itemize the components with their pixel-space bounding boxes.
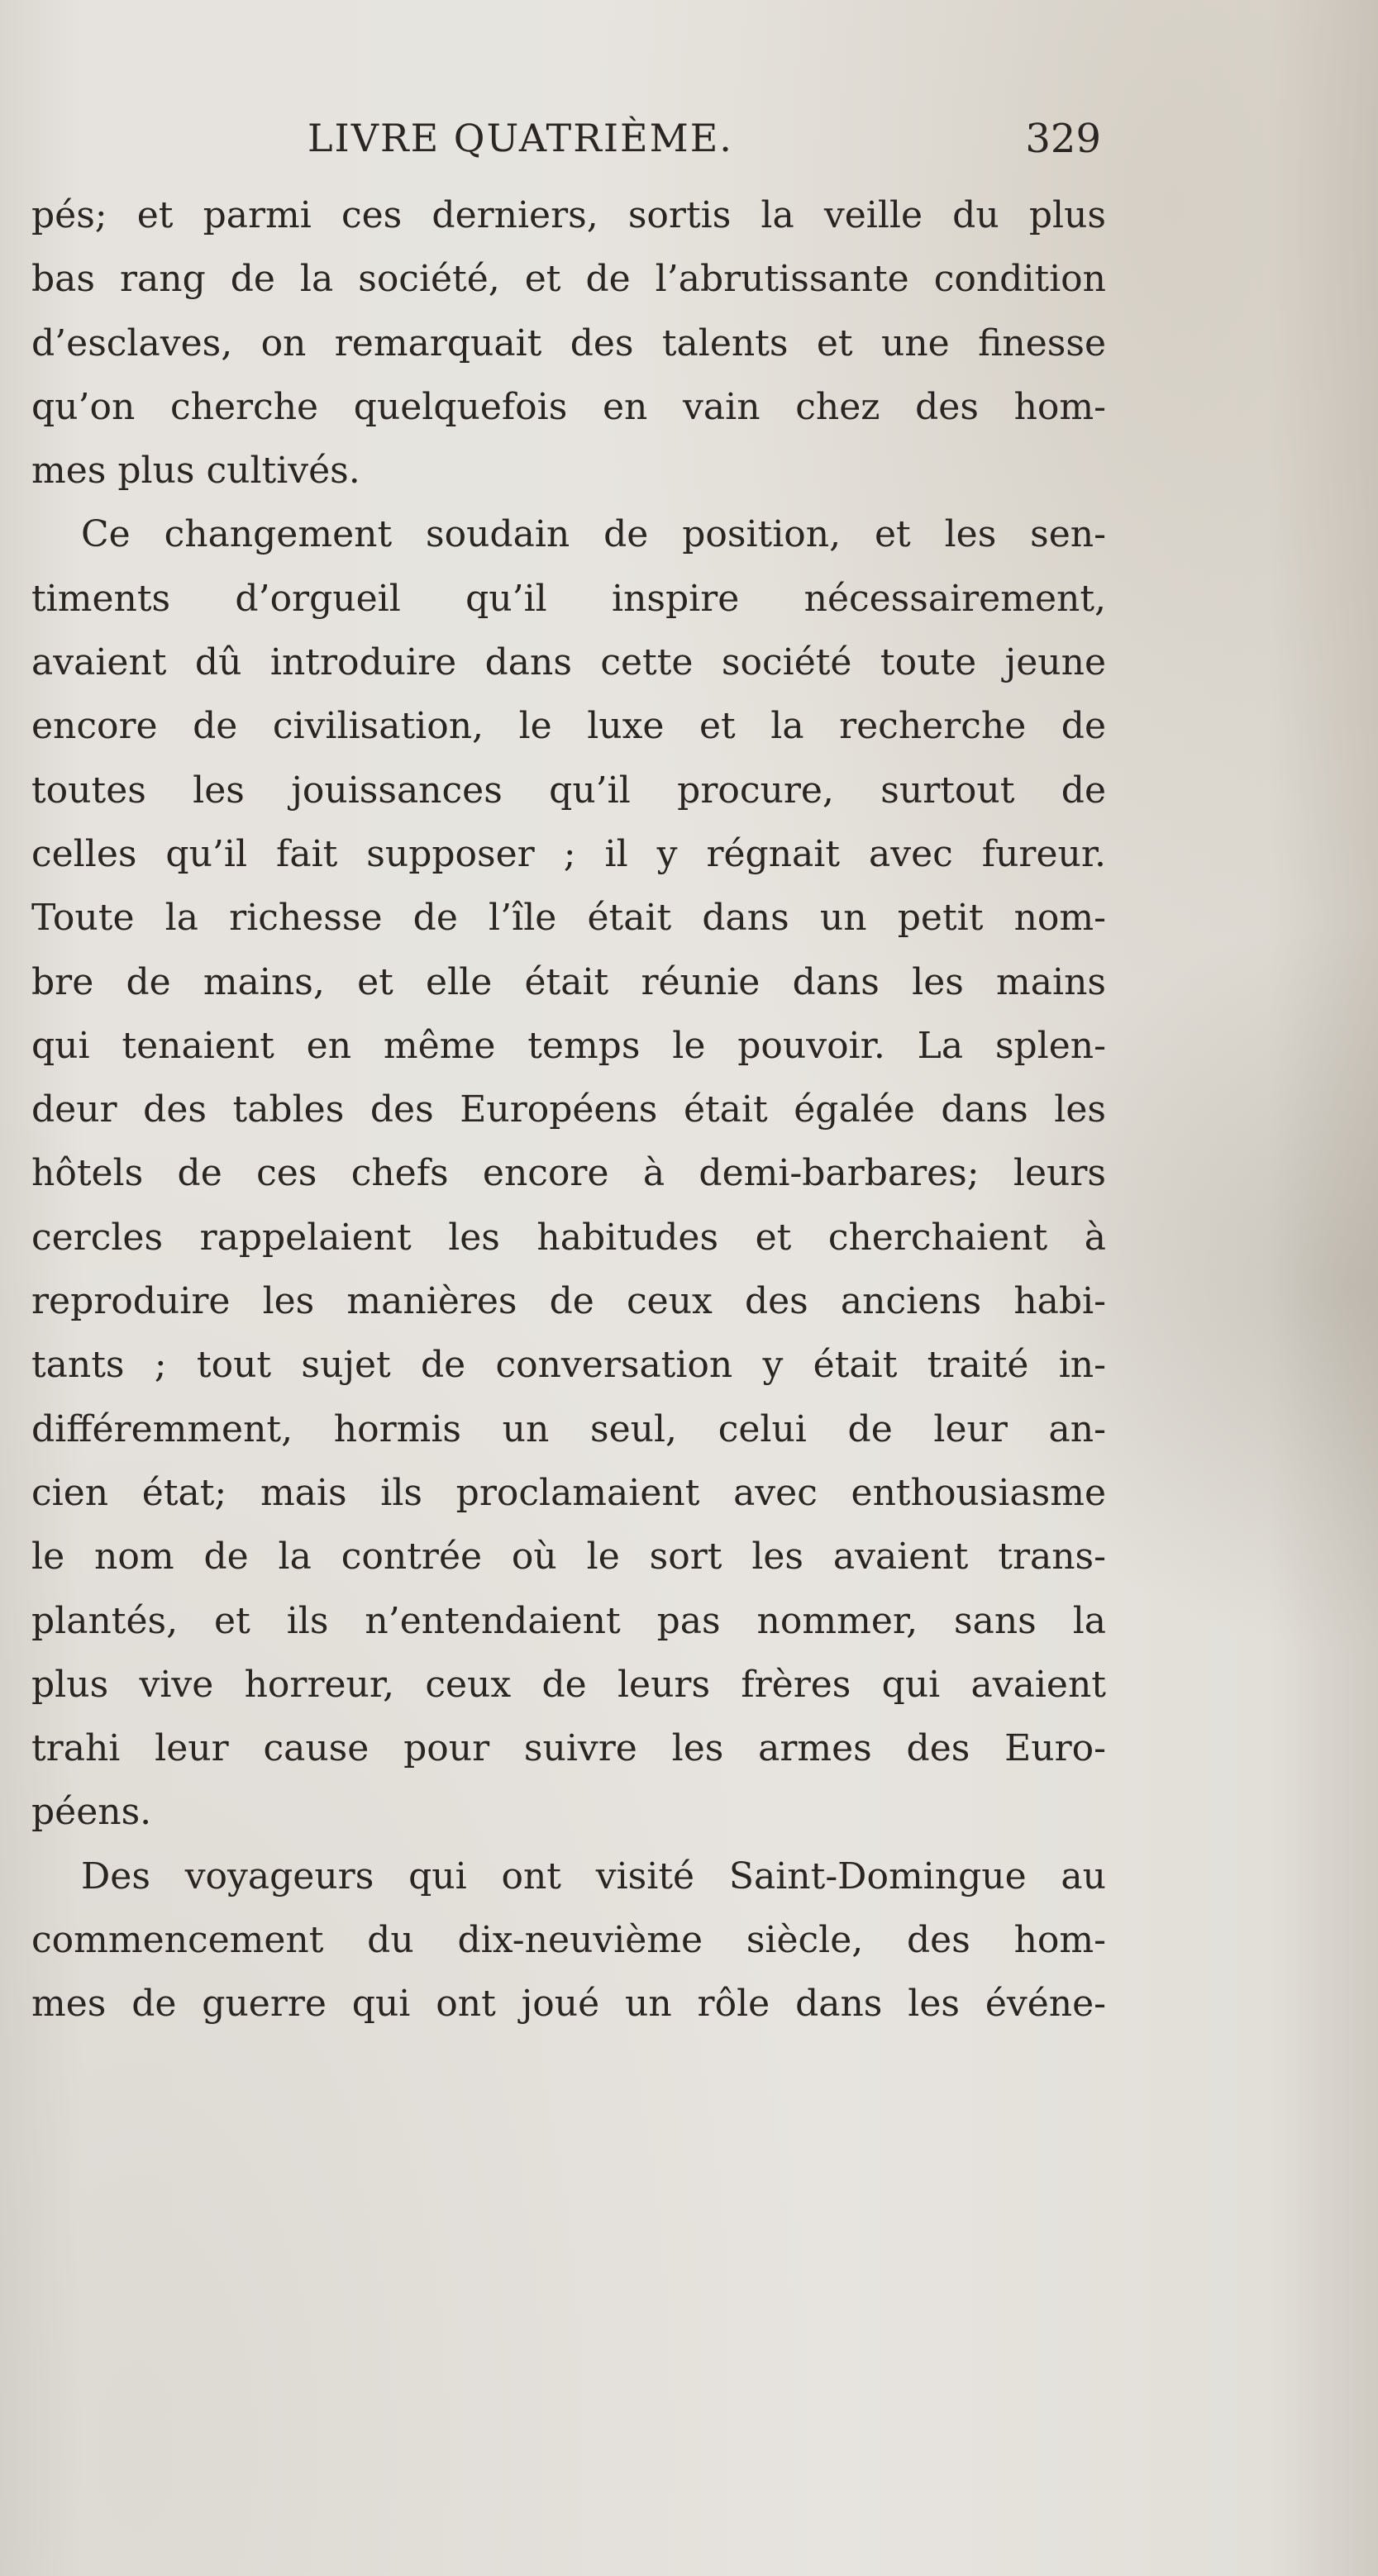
text-line: deur des tables des Européens était égalée dans les: [31, 1088, 1106, 1131]
text-line: tants ; tout sujet de conversation y était traité in-: [31, 1344, 1106, 1387]
text-line: qui tenaient en même temps le pouvoir. La splen-: [31, 1024, 1106, 1067]
text-line: trahi leur cause pour suivre les armes des Euro-: [31, 1727, 1106, 1770]
text-line: toutes les jouissances qu’il procure, surtout de: [31, 769, 1106, 812]
text-line: plantés, et ils n’entendaient pas nommer, sans la: [31, 1599, 1106, 1642]
paragraph: [31, 1845, 1106, 2036]
text-line: encore de civilisation, le luxe et la recherche de: [31, 705, 1106, 748]
text-line: hôtels de ces chefs encore à demi-barbares; leurs: [31, 1152, 1106, 1195]
text-line: reproduire les manières de ceux des anciens habi-: [31, 1280, 1106, 1323]
text-line: celles qu’il fait supposer ; il y régnait avec fureur.: [31, 832, 1106, 875]
text-line: avaient dû introduire dans cette société toute jeune: [31, 641, 1106, 684]
text-line: cercles rappelaient les habitudes et cherchaient à: [31, 1216, 1106, 1259]
text-line: cien état; mais ils proclamaient avec enthousiasme: [31, 1471, 1106, 1514]
text-line: qu’on cherche quelquefois en vain chez des hom-: [31, 385, 1106, 428]
paragraph: [31, 183, 1106, 502]
body-text: [31, 183, 1106, 2036]
text-line: Ce changement soudain de position, et les sen-: [81, 513, 1106, 556]
text-line: pés; et parmi ces derniers, sortis la veille du plus: [31, 194, 1106, 236]
text-line: commencement du dix-neuvième siècle, des hom-: [31, 1919, 1106, 1962]
text-line: Des voyageurs qui ont visité Saint-Domingue au: [81, 1855, 1106, 1897]
running-header: [60, 116, 1101, 174]
text-line: bas rang de la société, et de l’abrutissante condition: [31, 258, 1106, 301]
text-line: mes de guerre qui ont joué un rôle dans les événe-: [31, 1983, 1106, 2026]
text-line: bre de mains, et elle était réunie dans les mains: [31, 960, 1106, 1003]
text-line: timents d’orgueil qu’il inspire nécessairement,: [31, 577, 1106, 620]
text-line: différemment, hormis un seul, celui de leur an-: [31, 1407, 1106, 1450]
page-number: 329: [1025, 116, 1101, 162]
text-line: d’esclaves, on remarquait des talents et une finesse: [31, 321, 1106, 364]
text-line: mes plus cultivés.: [31, 450, 360, 493]
text-line: péens.: [31, 1791, 152, 1834]
text-line: le nom de la contrée où le sort les avaient trans-: [31, 1536, 1106, 1578]
paragraph: [31, 502, 1106, 1844]
text-line: Toute la richesse de l’île était dans un petit nom-: [31, 897, 1106, 940]
running-title: LIVRE QUATRIÈME.: [308, 116, 733, 160]
text-line: plus vive horreur, ceux de leurs frères qui avaient: [31, 1663, 1106, 1706]
